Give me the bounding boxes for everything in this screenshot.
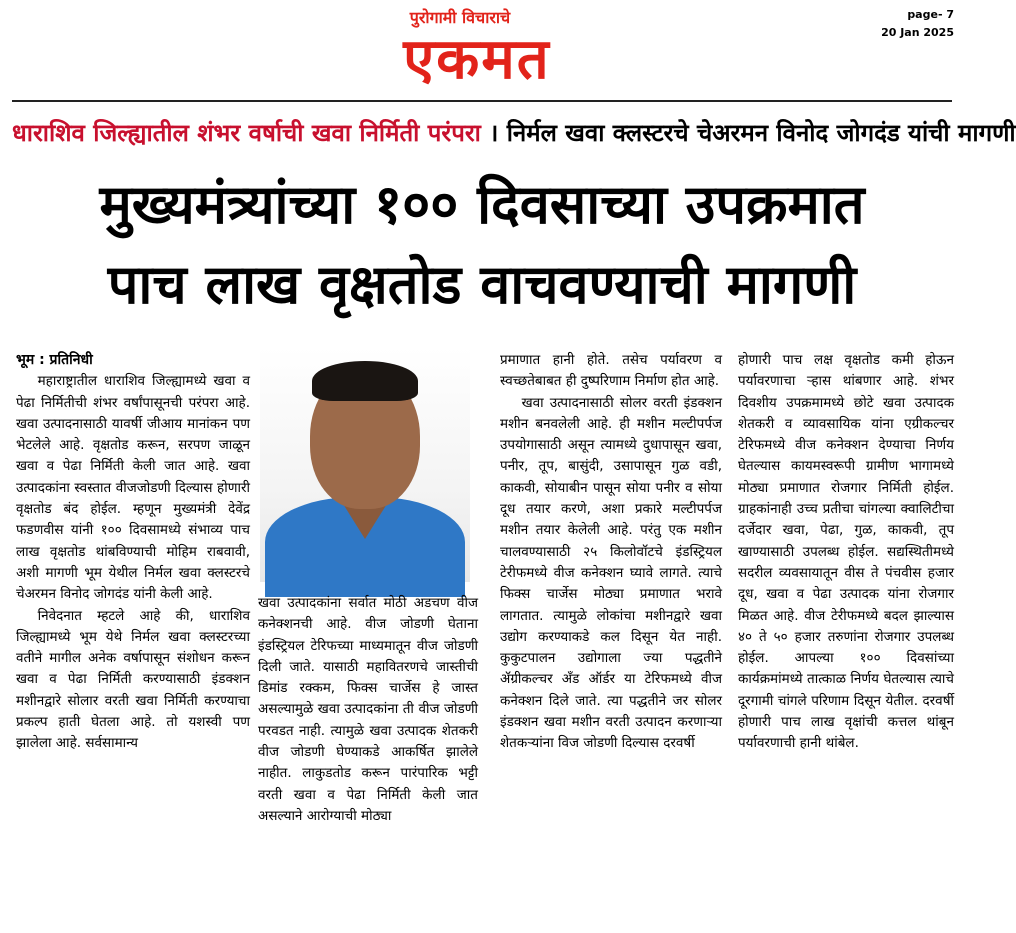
kicker-left: धाराशिव जिल्ह्यातील शंभर वर्षाची खवा निर्मिती परंपरा — [12, 119, 481, 147]
page-date: 20 Jan 2025 — [881, 26, 954, 39]
kicker-right: निर्मल खवा क्लस्टरचे चेअरमन विनोद जोगदंड यांची मागणी — [506, 119, 1016, 147]
headline-line-2: पाच लाख वृक्षतोड वाचवण्याची मागणी — [107, 253, 857, 316]
article-column-3 — [500, 350, 722, 922]
paragraph: महाराष्ट्रातील धाराशिव जिल्ह्यामध्ये खवा व पेढा निर्मितीची शंभर वर्षांपासूनची परंपरा आहे. खवा उत्पादनासाठी यावर्षी जीआय मानांकन पण भेटलेले आहे. वृक्षतोड करून, सरपण जाळून खवा व पेढा निर्मिती केली जात आहे. खवा उत्पादकांना स्वस्तात वीजजोडणी दिल्यास होणारी वृक्षतोड बंद होईल. म्हणून मुख्यमंत्री देवेंद्र फडणवीस यांनी १०० दिवसामध्ये संभाव्य पाच लाख वृक्षतोड थांबविण्याची मोहिम राबवावी, अशी मागणी भूम येथील निर्मल खवा क्लस्टरचे चेअरमन विनोद जोगदंड यांनी केली आहे. — [16, 373, 250, 603]
paragraph: निवेदनात म्हटले आहे की, धाराशिव जिल्ह्यामध्ये भूम येथे निर्मल खवा क्लस्टरच्या वतीने मागील अनेक वर्षापासून संशोधन करून खवा व पेढा निर्मिती करण्यासाठी इंडक्शन मशीनद्वारे सोलार वरती खवा निर्मिती करण्याचा प्रकल्प हाती घेतला आहे. तो यशस्वी पण झालेला आहे. सर्वसामान्य — [16, 607, 250, 752]
header-divider — [12, 100, 952, 102]
paragraph: होणारी पाच लक्ष वृक्षतोड कमी होऊन पर्यावरणाचा ऱ्हास थांबणार आहे. शंभर दिवशीय उपक्रमामध्ये छोटे खवा उत्पादक शेतकरी व व्यावसायिक यांना एग्रीकल्चर टेरिफमध्ये वीज कनेक्शन देण्याचा निर्णय घेतल्यास कायमस्वरूपी ग्रामीण भागामध्ये मोठ्या प्रमाणात रोजगार निर्मिती होईल. ग्राहकांनाही उच्च प्रतीचा चांगल्या क्वालिटीचा दर्जेदार खवा, पेढा, गुळ, काकवी, तूप खाण्यासाठी उपलब्ध होईल. सद्यस्थितीमध्ये सदरील व्यवसायातून वीस ते पंचवीस हजार दूध, खवा व पेढा उत्पादक यांना रोजगार मिळत आहे. वीज टेरीफमध्ये बदल झाल्यास ४० ते ५० हजार तरुणांना रोजगार उपलब्ध होईल. आपल्या १०० दिवसांच्या कार्यक्रमांमध्ये तात्काळ निर्णय घेतल्यास त्याचे दूरगामी चांगले परिणाम दिसून येतील. दरवर्षी होणारी पाच लाख वृक्षांची कत्तल थांबून पर्यावरणाची हानी थांबेल. — [738, 352, 954, 752]
page-number: page- 7 — [907, 8, 954, 21]
portrait-photo — [260, 347, 470, 582]
paragraph: खवा उत्पादनासाठी सोलर वरती इंडक्शन मशीन बनवलेली आहे. ही मशीन मल्टीपर्पज उपयोगासाठी असून त्यामध्ये दुधापासून खवा, पनीर, तूप, बासुंदी, उसापासून गुळ वडी, काकवी, सोयाबीन पासून सोया पनीर व सोया दूध तयार करणे, अशा प्रकारे मल्टीपर्पज मशीन तयार केलेली आहे. परंतु एक मशीन चालवण्यासाठी २५ किलोवॉटचे इंडस्ट्रियल टेरीफमध्ये वीज कनेक्शन घ्यावे लागते. त्याचे फिक्स चार्जेस मोठ्या प्रमाणात भरावे लागतात. त्यामुळे लोकांचा मशीनद्वारे खवा उद्योग करण्याकडे कल दिसून येत नाही. कुकुटपालन उद्योगाला ज्या पद्धतीने ॲग्रीकल्चर ॲंड ऑर्डर या टेरिफमध्ये वीज कनेक्शन दिले जाते. त्या पद्धतीने जर सोलर इंडक्शन खवा मशीन वरती उत्पादन करणाऱ्या शेतकऱ्यांना विज जोडणी दिल्यास दरवर्षी — [500, 394, 722, 752]
headline — [8, 165, 956, 325]
paragraph: प्रमाणात हानी होते. तसेच पर्यावरण व स्वच्छतेबाबत ही दुष्परिणाम निर्माण होत आहे. — [500, 352, 722, 390]
newspaper-logo: एकमत — [403, 26, 551, 92]
paragraph: खवा उत्पादकांना सर्वात मोठी अडचण वीज कनेक्शनची आहे. वीज जोडणी घेताना इंडस्ट्रियल टेरिफच्या माध्यमातून वीज जोडणी दिली जाते. यासाठी महावितरणचे जास्तीची डिमांड रक्कम, फिक्स चार्जेस हे जास्त असल्यामुळे खवा उत्पादकांना ती वीज जोडणी परवडत नाही. त्यामुळे खवा उत्पादक शेतकरी वीज जोडणी घेण्याकडे आकर्षित झालेले नाहीत. लाकुडतोड करून पारंपारिक भट्टी वरती खवा व पेढा निर्मिती केली जात असल्याने आरोग्याची मोठ्या — [258, 595, 478, 824]
article-column-2 — [258, 593, 478, 923]
kicker-line — [12, 110, 1016, 156]
masthead-tagline: पुरोगामी विचाराचे — [409, 8, 511, 27]
article-column-4 — [738, 350, 954, 922]
kicker-separator: । — [489, 119, 499, 147]
byline: भूम : प्रतिनिधी — [16, 352, 93, 368]
headline-line-1: मुख्यमंत्र्यांच्या १०० दिवसाच्या उपक्रमात — [99, 173, 865, 236]
photo-hair — [312, 361, 418, 401]
article-column-1 — [16, 350, 250, 922]
